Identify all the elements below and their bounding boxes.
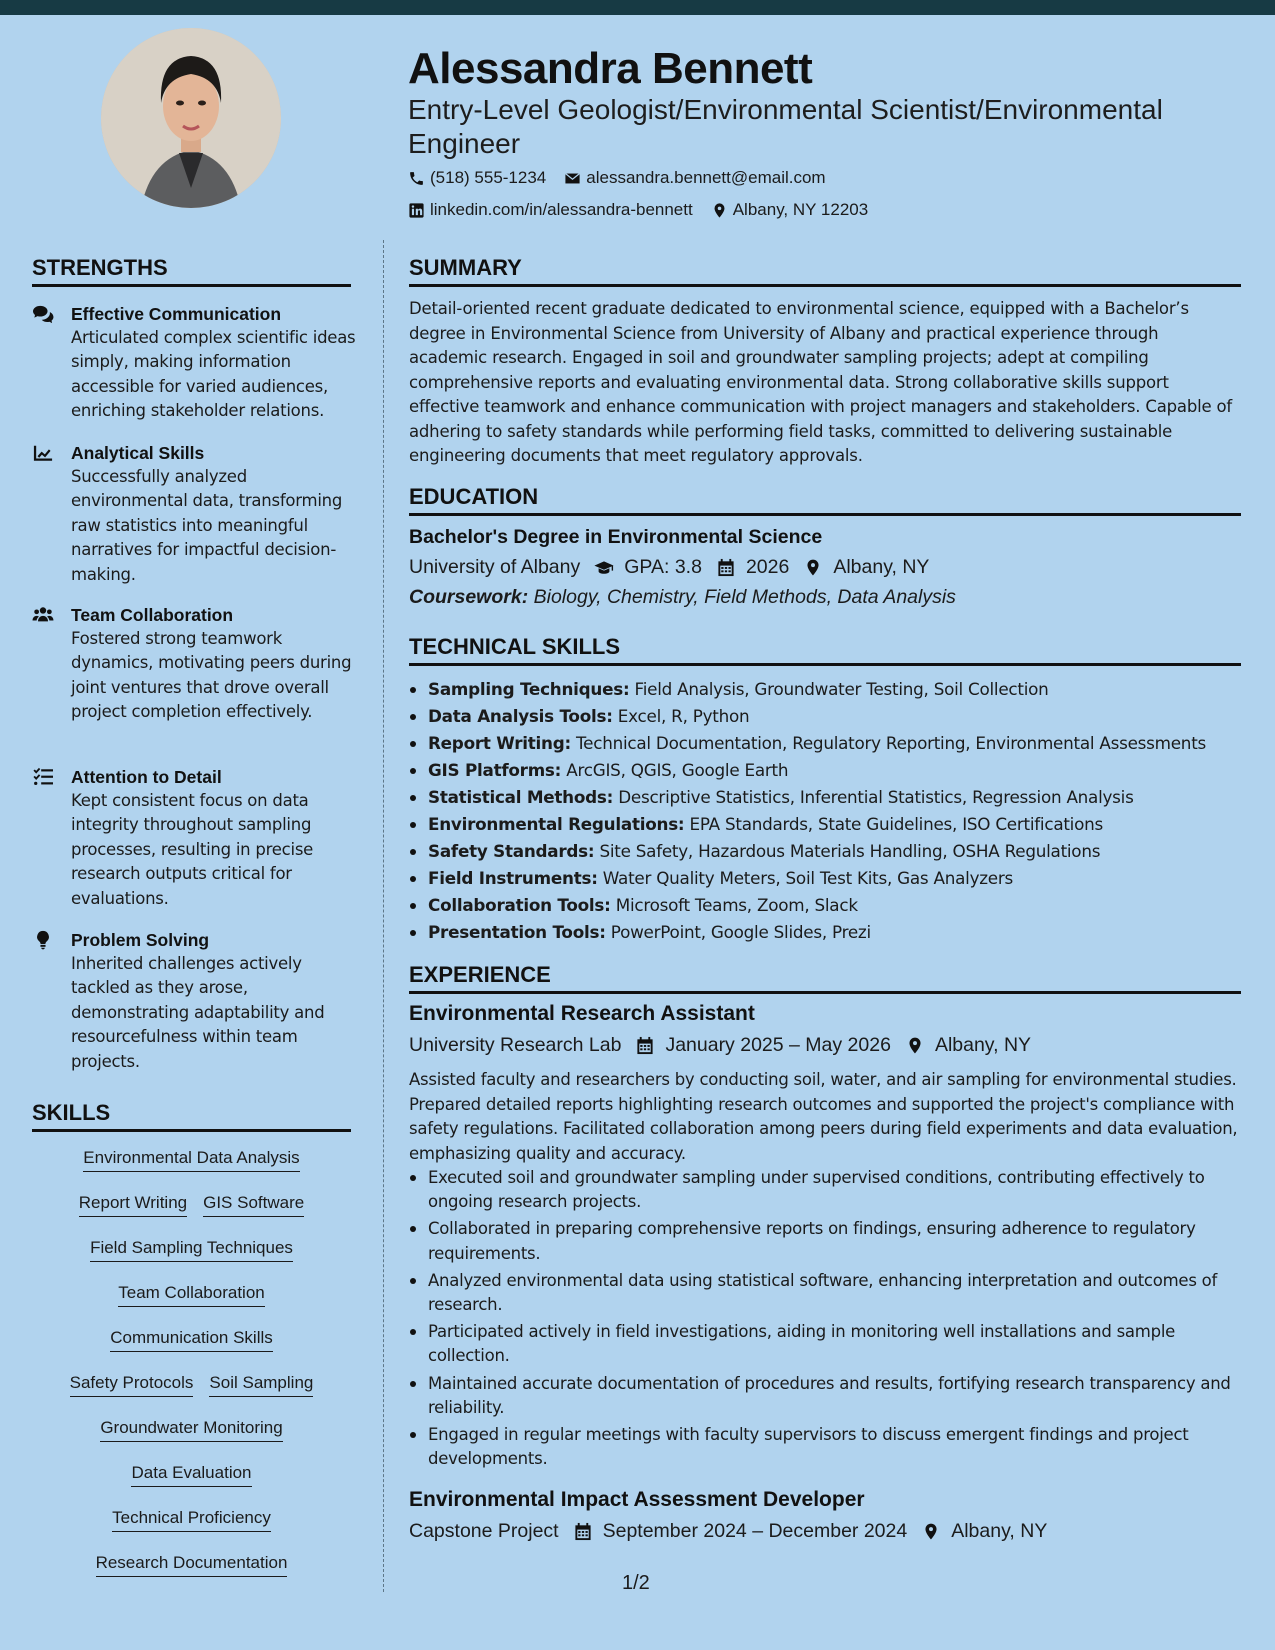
skill-category: Sampling Techniques: bbox=[428, 679, 630, 699]
skill-category: Presentation Tools: bbox=[428, 922, 606, 942]
skills-row bbox=[32, 1193, 351, 1238]
skill-category: Environmental Regulations: bbox=[428, 814, 685, 834]
school-name: University of Albany bbox=[409, 556, 581, 578]
job-location: Albany, NY bbox=[934, 1034, 1032, 1056]
phone-text: (518) 555-1234 bbox=[430, 168, 547, 187]
list-check-icon bbox=[32, 767, 54, 787]
list-item: Participated actively in field investigations, aiding in monitoring well installations and sample collection. bbox=[409, 1320, 1241, 1368]
list-item: Maintained accurate documentation of procedures and results, fortifying research transparency and reliability. bbox=[409, 1372, 1241, 1420]
skill-tag: Team Collaboration bbox=[118, 1283, 264, 1307]
linkedin-icon bbox=[408, 202, 425, 219]
job-title: Environmental Research Assistant bbox=[409, 1002, 755, 1025]
strength-item bbox=[32, 302, 362, 424]
job-dates: September 2024 – December 2024 bbox=[602, 1520, 908, 1542]
calendar-icon bbox=[573, 1522, 593, 1541]
skills-heading: SKILLS bbox=[32, 1100, 351, 1132]
candidate-headline: Entry-Level Geologist/Environmental Scientist/Environmental Engineer bbox=[408, 94, 1163, 159]
graduation-cap-icon bbox=[594, 558, 614, 577]
skill-category: Report Writing: bbox=[428, 733, 571, 753]
skills-row bbox=[32, 1418, 351, 1463]
calendar-icon bbox=[635, 1036, 655, 1055]
strength-item bbox=[32, 603, 362, 725]
coursework-line bbox=[409, 586, 956, 609]
skill-category: Collaboration Tools: bbox=[428, 895, 611, 915]
job-location: Albany, NY bbox=[951, 1520, 1048, 1542]
contact-row-1 bbox=[408, 168, 826, 188]
skill-tag: Data Evaluation bbox=[131, 1463, 251, 1487]
skills-tag-cloud bbox=[32, 1148, 351, 1598]
job-dates: January 2025 – May 2026 bbox=[665, 1034, 891, 1056]
top-bar bbox=[0, 0, 1275, 15]
year-item bbox=[716, 556, 789, 579]
skills-row bbox=[32, 1283, 351, 1328]
strengths-heading: STRENGTHS bbox=[32, 255, 351, 287]
candidate-name: Alessandra Bennett bbox=[408, 44, 813, 93]
job-location-item bbox=[905, 1034, 1031, 1057]
skill-category: GIS Platforms: bbox=[428, 760, 562, 780]
chart-line-icon bbox=[32, 443, 54, 463]
coursework-label: Coursework: bbox=[409, 586, 529, 608]
skill-tag: Report Writing bbox=[79, 1193, 187, 1217]
strength-title: Effective Communication bbox=[71, 304, 282, 324]
list-item: Executed soil and groundwater sampling under supervised conditions, contributing effectively to ongoing research projects. bbox=[409, 1166, 1241, 1214]
skill-tag: Technical Proficiency bbox=[112, 1508, 271, 1532]
summary-heading: SUMMARY bbox=[409, 255, 1241, 287]
technical-skills-heading: TECHNICAL SKILLS bbox=[409, 634, 1241, 666]
job-location-item bbox=[921, 1520, 1047, 1543]
contact-row-2 bbox=[408, 200, 868, 220]
location-item bbox=[711, 200, 868, 220]
strength-title: Team Collaboration bbox=[71, 605, 234, 625]
job-organization: University Research Lab bbox=[409, 1034, 622, 1056]
job-meta bbox=[409, 1520, 1047, 1543]
skill-values: Excel, R, Python bbox=[617, 706, 750, 726]
users-icon bbox=[32, 605, 54, 625]
gpa-item bbox=[594, 556, 702, 579]
skills-row bbox=[32, 1238, 351, 1283]
education-meta bbox=[409, 556, 929, 579]
page-number: 1/2 bbox=[622, 1572, 650, 1594]
degree-title: Bachelor's Degree in Environmental Science bbox=[409, 526, 823, 548]
phone-item[interactable] bbox=[408, 168, 546, 188]
list-item: Analyzed environmental data using statistical software, enhancing interpretation and outcomes of research. bbox=[409, 1269, 1241, 1317]
strength-title: Attention to Detail bbox=[71, 767, 222, 787]
skill-tag: Safety Protocols bbox=[70, 1373, 194, 1397]
experience-heading: EXPERIENCE bbox=[409, 962, 1241, 994]
skill-category: Data Analysis Tools: bbox=[428, 706, 613, 726]
strength-title: Analytical Skills bbox=[71, 443, 205, 463]
list-item bbox=[409, 838, 1241, 865]
skill-values: EPA Standards, State Guidelines, ISO Certifications bbox=[689, 814, 1103, 834]
strength-description: Inherited challenges actively tackled as they arose, demonstrating adaptability and resourcefulness within team projects. bbox=[71, 954, 325, 1071]
column-divider bbox=[383, 240, 384, 1592]
map-pin-icon bbox=[711, 202, 728, 219]
education-location: Albany, NY bbox=[833, 556, 930, 578]
strength-description: Fostered strong teamwork dynamics, motivating peers during joint ventures that drove overall project completion effectively. bbox=[71, 629, 352, 722]
skill-values: Water Quality Meters, Soil Test Kits, Gas Analyzers bbox=[602, 868, 1014, 888]
job-title: Environmental Impact Assessment Developer bbox=[409, 1488, 865, 1511]
skill-values: Field Analysis, Groundwater Testing, Soil Collection bbox=[634, 679, 1049, 699]
list-item bbox=[409, 730, 1241, 757]
list-item bbox=[409, 703, 1241, 730]
email-item[interactable] bbox=[564, 168, 825, 188]
skills-row bbox=[32, 1373, 351, 1418]
phone-icon bbox=[408, 170, 425, 187]
linkedin-item[interactable] bbox=[408, 200, 693, 220]
graduation-year: 2026 bbox=[745, 556, 790, 578]
skills-row bbox=[32, 1508, 351, 1553]
skill-tag: GIS Software bbox=[203, 1193, 304, 1217]
envelope-icon bbox=[564, 170, 581, 187]
list-item bbox=[409, 892, 1241, 919]
linkedin-text: linkedin.com/in/alessandra-bennett bbox=[430, 200, 693, 219]
skill-category: Field Instruments: bbox=[428, 868, 598, 888]
map-pin-icon bbox=[921, 1522, 941, 1541]
skill-tag: Field Sampling Techniques bbox=[90, 1238, 293, 1262]
skill-values: Site Safety, Hazardous Materials Handling, OSHA Regulations bbox=[599, 841, 1101, 861]
job-meta bbox=[409, 1034, 1031, 1057]
list-item bbox=[409, 676, 1241, 703]
job-dates-item bbox=[573, 1520, 908, 1543]
map-pin-icon bbox=[905, 1036, 925, 1055]
strength-description: Kept consistent focus on data integrity throughout sampling processes, resulting in precise research outputs critical for evaluations. bbox=[71, 791, 314, 908]
lightbulb-icon bbox=[32, 930, 54, 950]
skill-category: Statistical Methods: bbox=[428, 787, 614, 807]
skills-row bbox=[32, 1148, 351, 1193]
job-description: Assisted faculty and researchers by conducting soil, water, and air sampling for environmental studies. Prepared detailed reports highlighting research outcomes and supported the project's compliance with safety regulations. Facilitated collaboration among peers during field experiments and data evaluation, emphasizing quality and accuracy. bbox=[409, 1070, 1238, 1163]
skill-values: Technical Documentation, Regulatory Reporting, Environmental Assessments bbox=[576, 733, 1207, 753]
comments-icon bbox=[32, 304, 54, 324]
strength-item bbox=[32, 928, 362, 1074]
summary-text: Detail-oriented recent graduate dedicated to environmental science, equipped with a Bachelor’s degree in Environmental Science from University of Albany and practical experience through academic research. Engaged in soil and groundwater sampling projects; adept at compiling comprehensive reports and evaluating environmental data. Strong collaborative skills support effective teamwork and enhance communication with project managers and stakeholders. Capable of adhering to safety standards while performing field tasks, committed to delivering sustainable engineering documents that meet regulatory approvals. bbox=[409, 299, 1232, 465]
job-dates-item bbox=[635, 1034, 891, 1057]
map-pin-icon bbox=[803, 558, 823, 577]
skill-values: Descriptive Statistics, Inferential Statistics, Regression Analysis bbox=[618, 787, 1134, 807]
calendar-icon bbox=[716, 558, 736, 577]
education-heading: EDUCATION bbox=[409, 484, 1241, 516]
skill-tag: Communication Skills bbox=[110, 1328, 273, 1352]
location-text: Albany, NY 12203 bbox=[732, 200, 869, 219]
list-item bbox=[409, 757, 1241, 784]
strength-description: Articulated complex scientific ideas simply, making information accessible for varied audiences, enriching stakeholder relations. bbox=[71, 328, 356, 421]
strength-item bbox=[32, 441, 362, 587]
profile-photo bbox=[101, 28, 281, 208]
skills-row bbox=[32, 1328, 351, 1373]
strength-item bbox=[32, 765, 362, 911]
list-item: Engaged in regular meetings with faculty supervisors to discuss emergent findings and project developments. bbox=[409, 1423, 1241, 1471]
skill-values: Microsoft Teams, Zoom, Slack bbox=[615, 895, 858, 915]
education-location-item bbox=[803, 556, 929, 579]
list-item bbox=[409, 811, 1241, 838]
strength-title: Problem Solving bbox=[71, 930, 210, 950]
skill-tag: Groundwater Monitoring bbox=[100, 1418, 282, 1442]
skills-row bbox=[32, 1553, 351, 1598]
email-text: alessandra.bennett@email.com bbox=[586, 168, 826, 187]
strength-description: Successfully analyzed environmental data, transforming raw statistics into meaningful narratives for impactful decision-making. bbox=[71, 467, 343, 584]
list-item bbox=[409, 784, 1241, 811]
list-item: Collaborated in preparing comprehensive reports on findings, ensuring adherence to regulatory requirements. bbox=[409, 1217, 1241, 1265]
skill-tag: Research Documentation bbox=[96, 1553, 288, 1577]
job-organization: Capstone Project bbox=[409, 1520, 559, 1542]
list-item bbox=[409, 919, 1241, 946]
skill-values: PowerPoint, Google Slides, Prezi bbox=[610, 922, 871, 942]
skills-row bbox=[32, 1463, 351, 1508]
gpa-text: GPA: 3.8 bbox=[624, 556, 702, 578]
skill-values: ArcGIS, QGIS, Google Earth bbox=[566, 760, 789, 780]
skill-tag: Environmental Data Analysis bbox=[83, 1148, 299, 1172]
skill-tag: Soil Sampling bbox=[209, 1373, 313, 1397]
job-bullets bbox=[409, 1166, 1241, 1474]
technical-skills-list bbox=[409, 676, 1241, 946]
skill-category: Safety Standards: bbox=[428, 841, 595, 861]
list-item bbox=[409, 865, 1241, 892]
coursework-text: Biology, Chemistry, Field Methods, Data Analysis bbox=[533, 586, 956, 608]
